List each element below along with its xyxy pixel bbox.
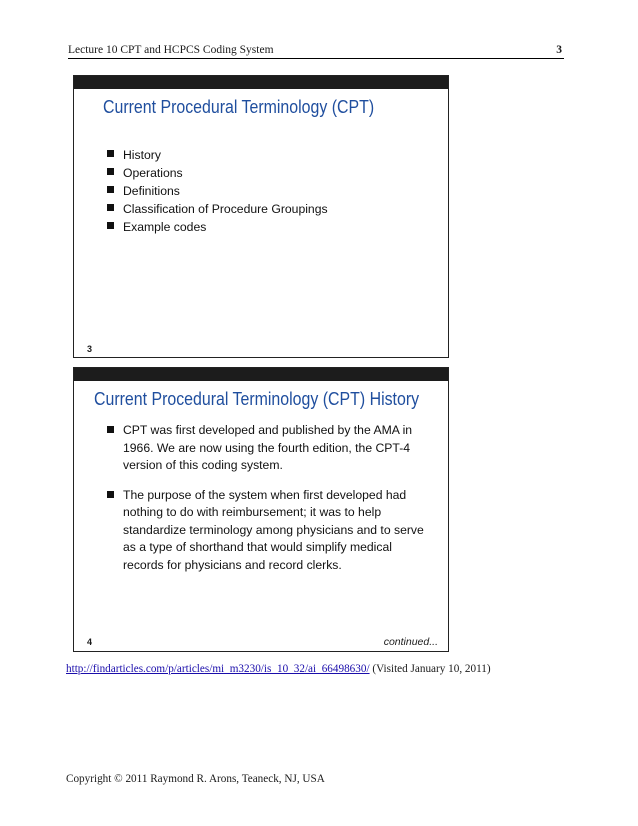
citation [66, 663, 491, 675]
header-title: Lecture 10 CPT and HCPCS Coding System [68, 44, 274, 56]
slide-title: Current Procedural Terminology (CPT) History [94, 388, 420, 409]
slide-title: Current Procedural Terminology (CPT) [103, 96, 375, 117]
header-page-number: 3 [556, 44, 562, 56]
bullet-list [123, 146, 328, 236]
copyright-footer: Copyright © 2011 Raymond R. Arons, Teaneck, NJ, USA [66, 773, 325, 785]
bullet-item: Operations [123, 164, 328, 182]
bullet-item: The purpose of the system when first developed had nothing to do with reimbursement; it was to help standardize terminology among physicians and to serve as a type of shorthand that would simplify medical records for physicians and record clerks. [123, 487, 433, 575]
slide-3 [73, 75, 449, 358]
slide-top-bar [74, 76, 448, 89]
page-header [68, 44, 564, 59]
citation-note: (Visited January 10, 2011) [372, 663, 491, 675]
citation-link[interactable]: http://findarticles.com/p/articles/mi_m3230/is_10_32/ai_66498630/ [66, 663, 370, 675]
bullet-item: Classification of Procedure Groupings [123, 202, 328, 216]
bullet-list [123, 422, 433, 586]
slide-top-bar [74, 368, 448, 381]
bullet-item: Definitions [123, 182, 328, 200]
slide-4 [73, 367, 449, 652]
bullet-item: History [123, 146, 328, 164]
bullet-item: Example codes [123, 218, 328, 236]
slide-number: 4 [87, 637, 93, 647]
bullet-item: CPT was first developed and published by the AMA in 1966. We are now using the fourth edition, the CPT-4 version of this coding system. [123, 422, 433, 475]
continued-label: continued... [383, 636, 438, 648]
slide-number: 3 [87, 344, 93, 354]
